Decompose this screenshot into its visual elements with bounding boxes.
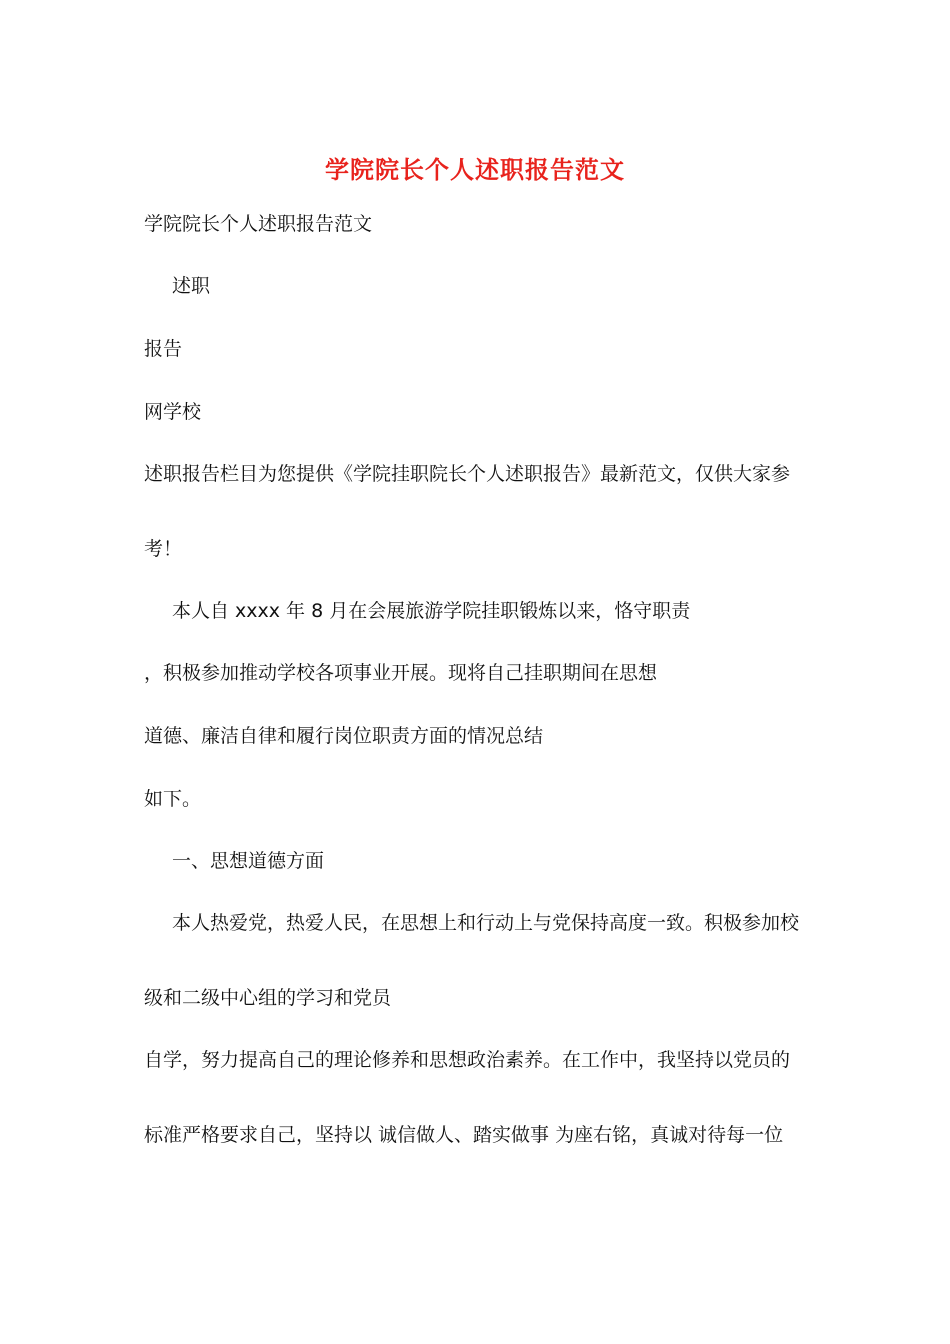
text-line: 考！ bbox=[144, 538, 183, 560]
text-line: 级和二级中心组的学习和党员 bbox=[144, 987, 392, 1009]
text-line: 自学，努力提高自己的理论修养和思想政治素养。在工作中，我坚持以党员的 bbox=[144, 1049, 791, 1071]
text-line: 述职 bbox=[172, 275, 211, 297]
text-line: 本人热爱党，热爱人民，在思想上和行动上与党保持高度一致。积极参加校 bbox=[172, 912, 800, 934]
text-line: 本人自 xxxx 年 8 月在会展旅游学院挂职锻炼以来，恪守职责 bbox=[172, 600, 691, 622]
text-line: 标准严格要求自己，坚持以 诚信做人、踏实做事 为座右铭，真诚对待每一位 bbox=[144, 1124, 784, 1146]
text-line: 报告 bbox=[144, 338, 183, 360]
text-line: 学院院长个人述职报告范文 bbox=[144, 213, 373, 235]
document-title: 学院院长个人述职报告范文 bbox=[325, 155, 625, 184]
text-line: 道德、廉洁自律和履行岗位职责方面的情况总结 bbox=[144, 725, 544, 747]
text-line: 述职报告栏目为您提供《学院挂职院长个人述职报告》最新范文，仅供大家参 bbox=[144, 463, 791, 485]
text-line: ，积极参加推动学校各项事业开展。现将自己挂职期间在思想 bbox=[144, 662, 658, 684]
section-heading: 一、思想道德方面 bbox=[172, 850, 325, 872]
text-line: 网学校 bbox=[144, 401, 202, 423]
text-line: 如下。 bbox=[144, 788, 202, 810]
